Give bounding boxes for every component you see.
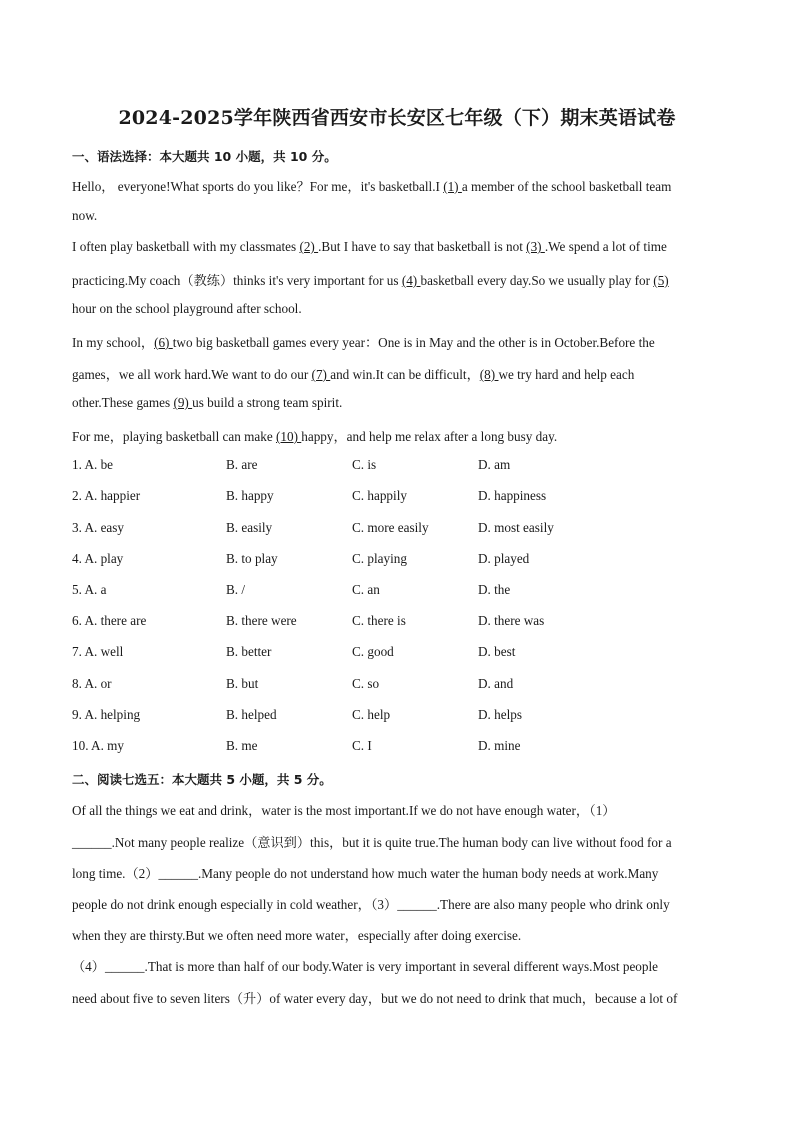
option-a: 7. A. well: [72, 644, 124, 659]
option-d: D. happiness: [478, 488, 547, 503]
option-b: B. easily: [226, 520, 273, 535]
blank-1: (1): [443, 179, 462, 194]
option-c: C. playing: [352, 551, 407, 566]
option-d: D. best: [478, 644, 516, 659]
text-run: now.: [72, 208, 98, 223]
blank-9: (9): [173, 395, 193, 410]
passage-line: [72, 426, 722, 445]
passage-line: [72, 364, 722, 383]
option-b: B. to play: [226, 551, 278, 566]
option-d: D. most easily: [478, 520, 554, 535]
text-run: In my school，: [72, 335, 155, 350]
text-run: basketball every day.So we usually play for: [420, 273, 654, 288]
option-a: 3. A. easy: [72, 520, 125, 535]
blank-4: (4): [401, 273, 421, 288]
text-run: hour on the school playground after school.: [72, 301, 302, 316]
option-c: C. happily: [352, 488, 407, 503]
passage-line: [72, 239, 722, 255]
passage-line: [72, 208, 722, 224]
option-d: D. there was: [478, 613, 545, 628]
blank-10: (10): [275, 429, 302, 444]
text-run: other.These games: [72, 395, 174, 410]
option-d: D. helps: [478, 707, 522, 722]
passage-line: long time.（2）______.Many people do not understand how much water the human body needs at work.Many: [72, 866, 659, 881]
text-run: a member of the school basketball team: [461, 179, 672, 194]
option-b: B. better: [226, 644, 272, 659]
passage-line: ______.Not many people realize（意识到）this，but it is quite true.The human body can live without food for a: [72, 835, 672, 850]
blank-6: (6): [154, 335, 173, 350]
blank-3: (3): [526, 239, 545, 254]
text-run: .We spend a lot of time: [544, 239, 667, 254]
passage-line: when they are thirsty.But we often need more water，especially after doing exercise.: [72, 928, 522, 943]
option-a: 4. A. play: [72, 551, 124, 566]
passage-line: （4）______.That is more than half of our body.Water is very important in several different ways.Most people: [72, 959, 659, 974]
option-a: 8. A. or: [72, 676, 112, 691]
text-run: us build a strong team spirit.: [192, 395, 343, 410]
option-b: B. helped: [226, 707, 277, 722]
option-d: D. and: [478, 676, 514, 691]
blank-8: (8): [479, 367, 499, 382]
passage-line: need about five to seven liters（升）of water every day，but we do not need to drink that much，because a lot of: [72, 991, 678, 1006]
option-a: 6. A. there are: [72, 613, 147, 628]
text-run: Hello， everyone!What sports do you like？For me，it's basketball.I: [72, 179, 444, 194]
option-b: B. there were: [226, 613, 297, 628]
text-run: we try hard and help each: [498, 367, 635, 382]
option-a: 9. A. helping: [72, 707, 141, 722]
option-a: 1. A. be: [72, 457, 114, 472]
option-a: 5. A. a: [72, 582, 107, 597]
passage-line: [72, 332, 722, 351]
blank-7: (7): [311, 367, 331, 382]
passage-line: [72, 270, 722, 289]
option-c: C. is: [352, 457, 377, 472]
option-c: C. more easily: [352, 520, 429, 535]
text-run: and win.It can be difficult，: [330, 367, 480, 382]
blank-2: (2): [299, 239, 319, 254]
passage-line: Of all the things we eat and drink，water is the most important.If we do not have enough water，（1）: [72, 803, 616, 818]
passage-line: [72, 176, 722, 195]
passage-line: [72, 301, 722, 317]
text-run: games，we all work hard.We want to do our: [72, 367, 312, 382]
text-run: .But I have to say that basketball is not: [318, 239, 527, 254]
option-d: D. the: [478, 582, 511, 597]
option-b: B. happy: [226, 488, 274, 503]
text-run: I often play basketball with my classmates: [72, 239, 300, 254]
option-c: C. I: [352, 738, 372, 753]
option-c: C. there is: [352, 613, 406, 628]
option-d: D. mine: [478, 738, 521, 753]
text-run: practicing.My coach（教练）thinks it's very important for us: [72, 273, 402, 288]
passage-line: [72, 395, 722, 411]
passage-line: people do not drink enough especially in cold weather，（3）______.There are also many people who drink only: [72, 897, 670, 912]
option-c: C. help: [352, 707, 391, 722]
option-d: D. played: [478, 551, 530, 566]
text-run: For me，playing basketball can make: [72, 429, 276, 444]
option-c: C. so: [352, 676, 380, 691]
option-b: B. but: [226, 676, 259, 691]
option-a: 10. A. my: [72, 738, 125, 753]
option-b: B. /: [226, 582, 246, 597]
option-d: D. am: [478, 457, 511, 472]
section-heading-reading: 二、阅读七选五：本大题共 5 小题，共 5 分。: [72, 772, 332, 787]
blank-5: (5): [653, 273, 669, 288]
option-c: C. an: [352, 582, 380, 597]
option-c: C. good: [352, 644, 394, 659]
page-title: 2024-2025学年陕西省西安市长安区七年级（下）期末英语试卷: [118, 107, 676, 129]
section-heading-grammar: 一、语法选择：本大题共 10 小题，共 10 分。: [72, 149, 337, 164]
option-b: B. are: [226, 457, 258, 472]
text-run: happy，and help me relax after a long busy day.: [301, 429, 558, 444]
option-a: 2. A. happier: [72, 488, 141, 503]
option-b: B. me: [226, 738, 258, 753]
text-run: two big basketball games every year：One is in May and the other is in October.Before the: [172, 335, 655, 350]
